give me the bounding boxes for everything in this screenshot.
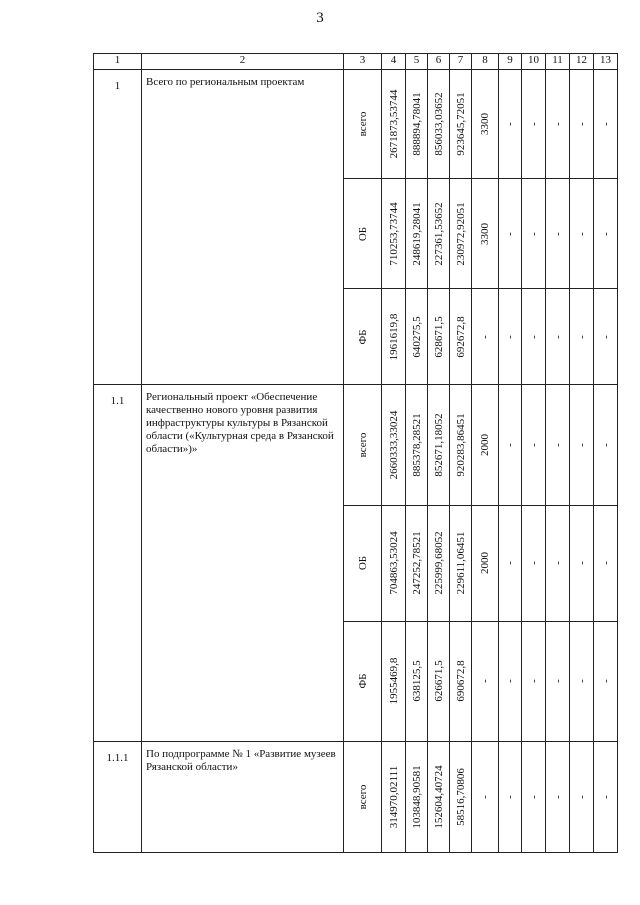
value-cell xyxy=(546,505,570,621)
value-cell xyxy=(406,742,428,853)
value-text: 888894,78041 xyxy=(410,92,423,156)
header-cell: 13 xyxy=(594,54,618,70)
value-cell xyxy=(472,742,499,853)
value-cell xyxy=(382,385,406,506)
header-row xyxy=(94,54,618,70)
header-cell: 5 xyxy=(406,54,428,70)
value-text: 103848,90581 xyxy=(410,765,423,829)
value-text: - xyxy=(504,561,516,565)
value-cell xyxy=(428,385,450,506)
funding-type-cell xyxy=(344,70,382,179)
value-cell xyxy=(570,385,594,506)
value-cell xyxy=(546,621,570,742)
value-text: - xyxy=(599,231,612,236)
value-cell xyxy=(594,385,618,506)
header-cell: 9 xyxy=(499,54,522,70)
value-text: - xyxy=(551,795,564,799)
header-cell: 8 xyxy=(472,54,499,70)
value-cell xyxy=(428,742,450,853)
header-cell: 4 xyxy=(382,54,406,70)
funding-type-label: ОБ xyxy=(356,226,369,241)
value-text: 2000 xyxy=(479,433,491,456)
value-text: - xyxy=(575,231,588,236)
value-cell xyxy=(450,385,472,506)
header-cell: 3 xyxy=(344,54,382,70)
value-cell xyxy=(499,70,522,179)
value-cell xyxy=(594,178,618,289)
value-cell xyxy=(382,742,406,853)
value-text: 856033,03652 xyxy=(432,92,445,156)
value-cell xyxy=(406,289,428,385)
value-cell xyxy=(382,178,406,289)
value-text: 229611,06451 xyxy=(454,531,467,595)
value-cell xyxy=(522,742,546,853)
value-cell xyxy=(522,505,546,621)
value-cell xyxy=(546,70,570,179)
value-text: - xyxy=(599,561,612,565)
value-cell xyxy=(522,385,546,506)
value-text: - xyxy=(504,679,516,684)
value-text: - xyxy=(599,679,612,684)
value-text: 1961619,8 xyxy=(387,313,400,361)
value-cell xyxy=(570,289,594,385)
value-text: - xyxy=(551,334,564,339)
value-text: 225999,68052 xyxy=(432,531,445,595)
value-cell xyxy=(546,289,570,385)
value-cell xyxy=(428,70,450,179)
table-row xyxy=(94,70,618,179)
budget-table xyxy=(93,53,618,853)
header-cell: 11 xyxy=(546,54,570,70)
value-text: - xyxy=(551,443,564,447)
value-cell xyxy=(546,742,570,853)
value-cell xyxy=(450,289,472,385)
funding-type-cell xyxy=(344,505,382,621)
value-cell xyxy=(594,289,618,385)
table-row xyxy=(94,385,618,506)
value-cell xyxy=(499,178,522,289)
value-text: 638125,5 xyxy=(410,660,423,703)
value-cell xyxy=(428,289,450,385)
value-text: - xyxy=(575,122,588,126)
value-cell xyxy=(499,742,522,853)
header-cell: 12 xyxy=(570,54,594,70)
value-cell xyxy=(428,505,450,621)
value-text: - xyxy=(479,795,491,799)
value-cell xyxy=(428,178,450,289)
page-number: 3 xyxy=(316,10,324,26)
value-cell xyxy=(499,289,522,385)
value-cell xyxy=(472,505,499,621)
value-cell xyxy=(522,70,546,179)
funding-type-cell xyxy=(344,385,382,506)
value-cell xyxy=(594,621,618,742)
value-cell xyxy=(406,178,428,289)
section-number: 1.1.1 xyxy=(94,742,142,853)
value-text: 628671,5 xyxy=(432,316,445,358)
value-cell xyxy=(450,70,472,179)
value-text: - xyxy=(599,795,612,799)
value-cell xyxy=(499,505,522,621)
header-cell: 6 xyxy=(428,54,450,70)
value-text: - xyxy=(575,795,588,799)
value-text: - xyxy=(599,122,612,126)
value-text: - xyxy=(504,334,516,339)
value-text: - xyxy=(504,231,516,236)
value-cell xyxy=(522,621,546,742)
funding-type-label: всего xyxy=(356,784,369,810)
value-cell xyxy=(472,178,499,289)
funding-type-label: ОБ xyxy=(356,556,369,571)
value-text: 2660333,33024 xyxy=(387,410,400,480)
value-text: - xyxy=(479,334,491,339)
header-cell: 1 xyxy=(94,54,142,70)
funding-type-label: ФБ xyxy=(356,673,369,689)
funding-type-cell xyxy=(344,178,382,289)
value-cell xyxy=(450,621,472,742)
value-cell xyxy=(546,385,570,506)
value-text: 710253,73744 xyxy=(387,201,400,266)
value-text: - xyxy=(551,122,564,126)
value-cell xyxy=(522,178,546,289)
funding-type-label: всего xyxy=(356,432,369,458)
header-cell: 2 xyxy=(142,54,344,70)
value-text: - xyxy=(527,231,540,236)
value-text: 692672,8 xyxy=(454,316,467,358)
value-text: 248619,28041 xyxy=(410,201,423,266)
value-text: 58516,70806 xyxy=(454,768,467,826)
value-text: 227361,53652 xyxy=(432,201,445,266)
value-cell xyxy=(499,621,522,742)
table-row xyxy=(94,742,618,853)
value-text: 314970,02111 xyxy=(387,765,400,829)
value-text: 626671,5 xyxy=(432,660,445,703)
value-cell xyxy=(472,289,499,385)
value-cell xyxy=(570,742,594,853)
value-cell xyxy=(450,505,472,621)
value-text: - xyxy=(599,334,612,339)
value-text: - xyxy=(527,679,540,684)
value-text: 852671,18052 xyxy=(432,413,445,477)
value-text: 923645,72051 xyxy=(454,92,467,156)
value-text: - xyxy=(504,795,516,799)
value-cell xyxy=(382,70,406,179)
value-text: 920283,86451 xyxy=(454,413,467,477)
value-cell xyxy=(382,505,406,621)
value-text: 3300 xyxy=(479,112,491,135)
funding-type-cell xyxy=(344,742,382,853)
value-text: - xyxy=(479,679,491,684)
value-text: 1955469,8 xyxy=(387,658,400,705)
header-cell: 7 xyxy=(450,54,472,70)
value-text: - xyxy=(527,334,540,339)
value-text: - xyxy=(575,561,588,565)
value-text: 230972,92051 xyxy=(454,201,467,266)
value-cell xyxy=(472,70,499,179)
value-cell xyxy=(570,178,594,289)
value-text: - xyxy=(575,443,588,447)
value-cell xyxy=(406,621,428,742)
value-cell xyxy=(472,621,499,742)
value-text: - xyxy=(551,679,564,684)
value-cell xyxy=(594,70,618,179)
value-text: - xyxy=(527,795,540,799)
section-name: Региональный проект «Обеспечение качественно нового уровня развития инфраструктуры культуры в Рязанской области («Культурная среда в Рязанской области»)» xyxy=(142,385,344,742)
value-text: - xyxy=(504,443,516,447)
value-text: - xyxy=(599,443,612,447)
value-cell xyxy=(570,70,594,179)
value-cell xyxy=(406,385,428,506)
funding-type-cell xyxy=(344,289,382,385)
value-text: - xyxy=(504,122,516,126)
funding-type-cell xyxy=(344,621,382,742)
value-cell xyxy=(450,178,472,289)
value-text: - xyxy=(551,561,564,565)
value-text: - xyxy=(527,443,540,447)
value-cell xyxy=(546,178,570,289)
value-cell xyxy=(522,289,546,385)
section-name: Всего по региональным проектам xyxy=(142,70,344,385)
value-text: - xyxy=(575,679,588,684)
section-number: 1 xyxy=(94,70,142,385)
value-cell xyxy=(382,289,406,385)
value-cell xyxy=(450,742,472,853)
value-text: 2671873,53744 xyxy=(387,89,400,159)
value-cell xyxy=(382,621,406,742)
value-cell xyxy=(570,621,594,742)
value-cell xyxy=(406,505,428,621)
section-name: По подпрограмме № 1 «Развитие музеев Рязанской области» xyxy=(142,742,344,853)
section-number: 1.1 xyxy=(94,385,142,742)
value-text: 2000 xyxy=(479,552,491,575)
value-cell xyxy=(594,505,618,621)
value-cell xyxy=(406,70,428,179)
value-cell xyxy=(570,505,594,621)
value-text: - xyxy=(527,561,540,565)
funding-type-label: ФБ xyxy=(356,329,369,345)
value-text: 152604,40724 xyxy=(432,765,445,829)
value-text: 704863,53024 xyxy=(387,531,400,595)
value-cell xyxy=(472,385,499,506)
value-cell xyxy=(428,621,450,742)
value-text: 3300 xyxy=(479,222,491,245)
header-cell: 10 xyxy=(522,54,546,70)
value-text: - xyxy=(527,122,540,126)
value-text: - xyxy=(575,334,588,339)
value-text: 885378,28521 xyxy=(410,413,423,477)
value-text: 640275,5 xyxy=(410,316,423,358)
value-cell xyxy=(594,742,618,853)
value-text: - xyxy=(551,231,564,236)
funding-type-label: всего xyxy=(356,111,369,137)
value-cell xyxy=(499,385,522,506)
value-text: 247252,78521 xyxy=(410,531,423,595)
value-text: 690672,8 xyxy=(454,660,467,703)
